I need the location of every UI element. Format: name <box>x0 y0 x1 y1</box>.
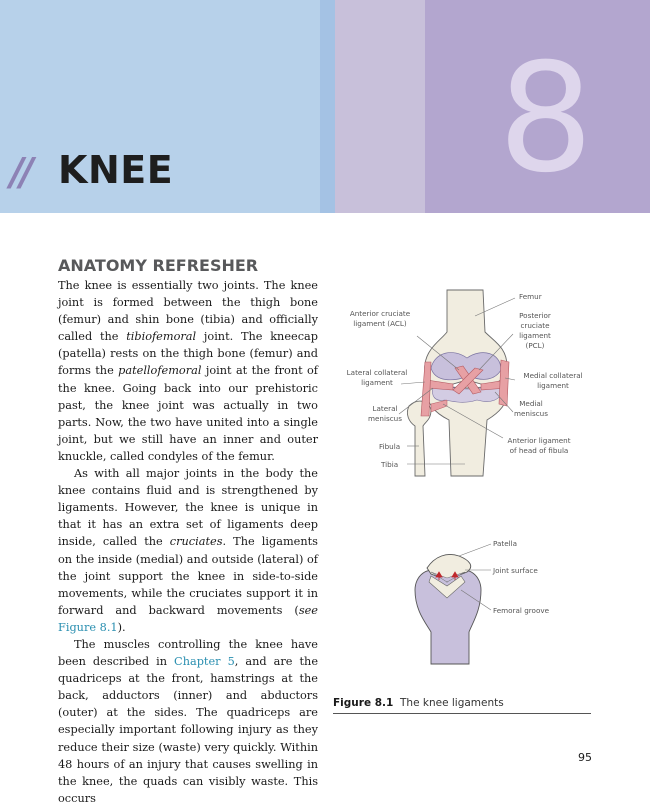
paragraph-1: The knee is essentially two joints. The knee joint is formed between the thigh bone (femur) and shin bone (tibia) and officially called the tibiofemoral joint. The kneecap (patella) rests on the thigh bone (femur) and forms the patellofemoral joint at the front of the knee. Going back into our prehistoric past, the knee joint was actually in two parts. Now, the two have united into a single joint, but we still have an inner and outer knuckle, called condyles of the femur. <box>58 279 318 463</box>
label-tibia: Tibia <box>381 460 399 469</box>
page-number: 95 <box>578 751 592 764</box>
section-heading: ANATOMY REFRESHER <box>58 256 259 275</box>
label-mcl-1: Medial collateral <box>523 371 583 380</box>
label-femur: Femur <box>519 292 542 301</box>
label-lateral-meniscus-2: meniscus <box>368 414 402 423</box>
label-mcl-2: ligament <box>537 381 569 390</box>
body-text <box>58 277 318 807</box>
patellofemoral-illustration <box>335 532 595 672</box>
medial-collateral-ligament <box>499 360 509 406</box>
label-pcl-2: cruciate <box>520 321 550 330</box>
label-joint-surface: Joint surface <box>493 566 538 575</box>
lateral-collateral-ligament <box>421 362 431 416</box>
label-medial-meniscus-1: Medial <box>519 399 543 408</box>
title-slashes: // <box>10 150 30 194</box>
label-lcl-1: Lateral collateral <box>346 368 408 377</box>
caption-rule <box>333 713 591 714</box>
label-femoral-groove: Femoral groove <box>493 606 550 615</box>
label-patella: Patella <box>493 539 518 548</box>
paragraph-2: As with all major joints in the body the knee contains fluid and is strengthened by ligaments. However, the knee is unique in that it has an extra set of ligaments deep inside, called the cruciates. The ligaments on the inside (medial) and outside (lateral) of the joint support the knee in side-to-side movements, while the cruciates support it in forward and backward movements (see Figure 8.1). <box>58 467 318 634</box>
header-band-lavender <box>335 0 425 213</box>
label-ant-lig-2: of head of fibula <box>509 446 569 455</box>
label-lcl-2: ligament <box>361 378 393 387</box>
paragraph-3: The muscles controlling the knee have been described in Chapter 5, and are the quadriceps at the front, hamstrings at the back, adductors (inner) and abductors (outer) at the sides. The quadriceps are especially important following injury as they reduce their size (waste) very quickly. Within 48 hours of an injury that causes swelling in the knee, the quads can visibly waste. This occurs <box>58 637 319 805</box>
label-acl-2: ligament (ACL) <box>353 319 407 328</box>
label-acl-1: Anterior cruciate <box>349 309 411 318</box>
figure-caption <box>333 697 504 709</box>
figure-link[interactable]: Figure 8.1 <box>58 620 118 634</box>
label-pcl-3: ligament <box>519 331 551 340</box>
label-pcl-4: (PCL) <box>525 341 545 350</box>
caption-text: The knee ligaments <box>400 697 504 709</box>
chapter-header <box>0 0 650 213</box>
header-band-blue-dark <box>320 0 335 213</box>
chapter-link[interactable]: Chapter 5 <box>174 655 235 669</box>
chapter-title: KNEE <box>58 148 174 192</box>
label-pcl-1: Posterior <box>519 311 551 320</box>
label-fibula: Fibula <box>379 442 401 451</box>
knee-ligaments-illustration <box>335 288 595 478</box>
label-medial-meniscus-2: meniscus <box>514 409 548 418</box>
caption-label: Figure 8.1 <box>333 697 394 709</box>
femur-cross-section <box>415 570 481 664</box>
label-lateral-meniscus-1: Lateral <box>372 404 398 413</box>
chapter-number: 8 <box>498 32 594 206</box>
label-ant-lig-1: Anterior ligament <box>507 436 571 445</box>
